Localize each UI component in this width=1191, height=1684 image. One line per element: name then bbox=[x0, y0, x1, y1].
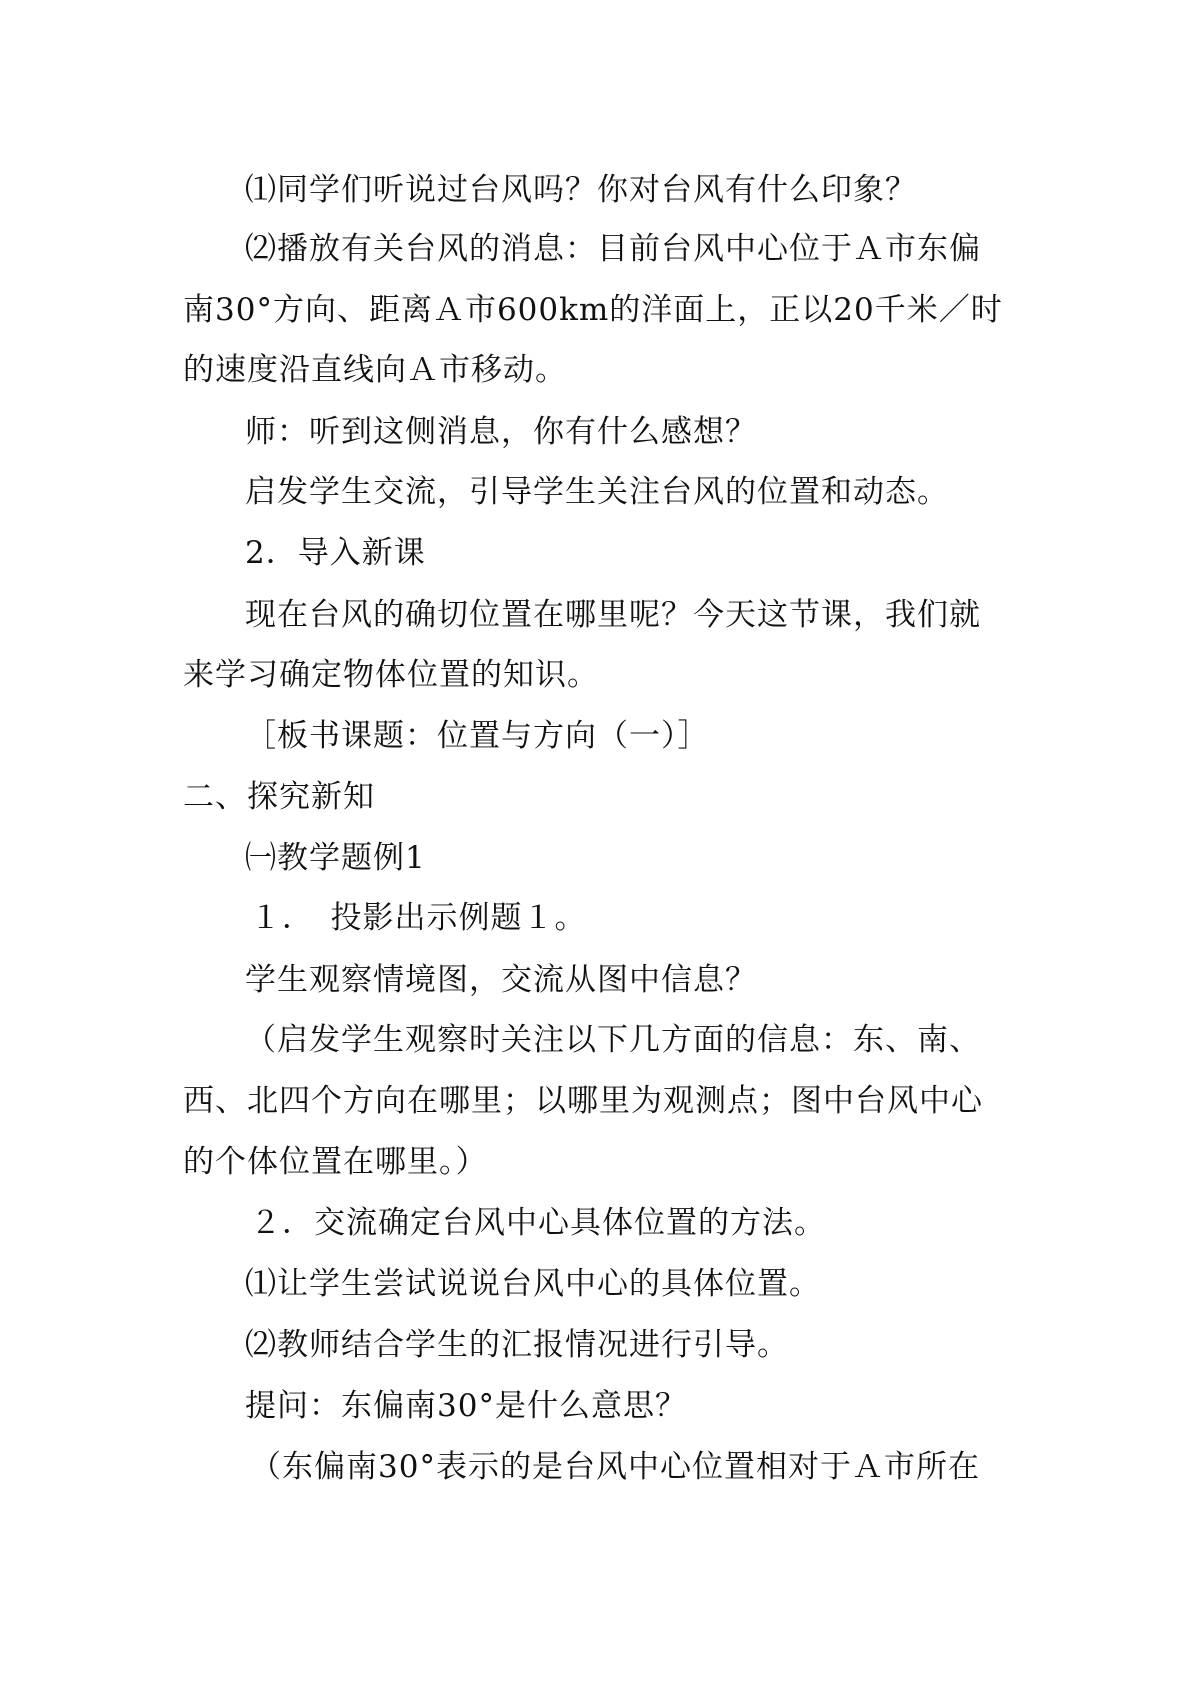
text-line-20: ⑵教师结合学生的汇报情况进行引导。 bbox=[245, 1327, 789, 1363]
text-line-21: 提问：东偏南30°是什么意思？ bbox=[245, 1388, 687, 1424]
text-line-12: ㈠教学题例1 bbox=[245, 840, 426, 876]
text-line-7: 2．导入新课 bbox=[245, 535, 426, 571]
text-line-22: （东偏南30°表示的是台风中心位置相对于Ａ市所在 bbox=[250, 1449, 980, 1485]
text-line-2: ⑵播放有关台风的消息：目前台风中心位于Ａ市东偏 bbox=[245, 231, 981, 267]
text-line-13: １． 投影出示例题１。 bbox=[250, 900, 587, 936]
text-line-15: （启发学生观察时关注以下几方面的信息：东、南、 bbox=[245, 1022, 981, 1058]
text-line-3: 南30°方向、距离Ａ市600km的洋面上，正以20千米／时 bbox=[183, 292, 1003, 328]
text-line-9: 来学习确定物体位置的知识。 bbox=[183, 657, 599, 693]
text-line-18: ２．交流确定台风中心具体位置的方法。 bbox=[250, 1205, 826, 1241]
text-line-19: ⑴让学生尝试说说台风中心的具体位置。 bbox=[245, 1266, 821, 1302]
text-line-10: ［板书课题：位置与方向（一）］ bbox=[245, 718, 710, 754]
text-line-16: 西、北四个方向在哪里；以哪里为观测点；图中台风中心 bbox=[183, 1083, 983, 1119]
text-line-17: 的个体位置在哪里。） bbox=[183, 1144, 488, 1180]
text-line-6: 启发学生交流，引导学生关注台风的位置和动态。 bbox=[245, 474, 949, 510]
text-line-1: ⑴同学们听说过台风吗？你对台风有什么印象？ bbox=[245, 172, 917, 208]
text-line-11: 二、探究新知 bbox=[183, 779, 375, 815]
text-line-14: 学生观察情境图，交流从图中信息？ bbox=[245, 962, 757, 998]
text-line-8: 现在台风的确切位置在哪里呢？今天这节课，我们就 bbox=[245, 597, 981, 633]
text-line-5: 师：听到这侧消息，你有什么感想？ bbox=[245, 414, 757, 450]
text-line-4: 的速度沿直线向Ａ市移动。 bbox=[183, 352, 567, 388]
